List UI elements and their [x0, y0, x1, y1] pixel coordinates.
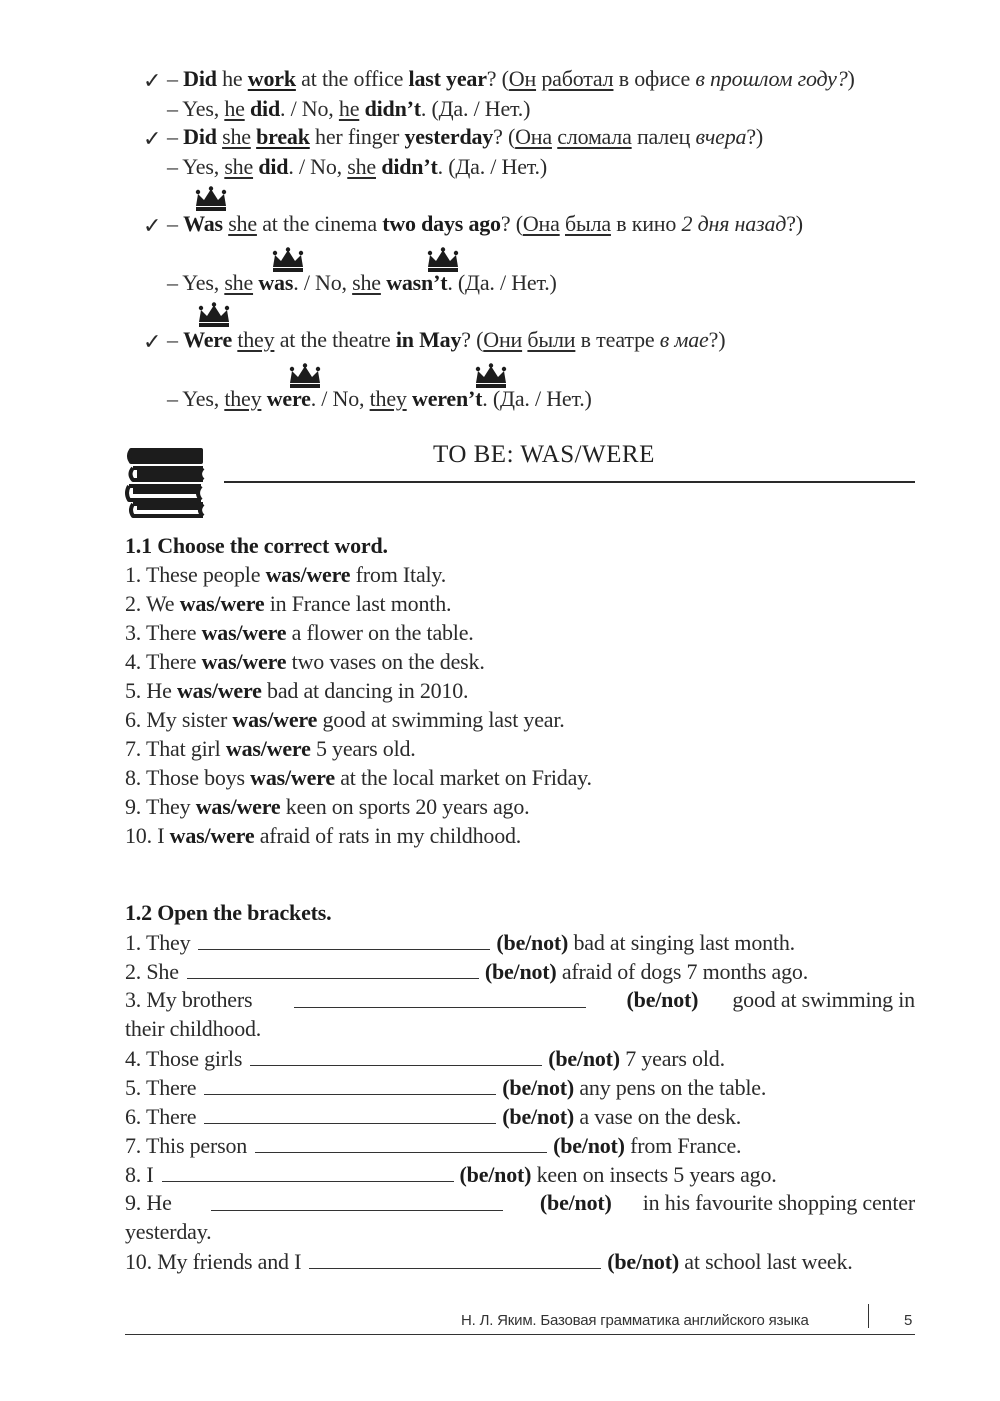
example-3-answer: – Yes, she was. / No, she wasn’t. (Да. / Нет.) — [167, 270, 557, 295]
list-item: 2. She (be/not) afraid of dogs 7 months ago. — [125, 959, 808, 984]
check-mark: ✓ — [143, 329, 162, 354]
list-item: 4. There was/were two vases on the desk. — [125, 649, 485, 674]
check-mark: ✓ — [143, 68, 162, 93]
list-item: 10. My friends and I (be/not) at school last week. — [125, 1249, 853, 1274]
answer-blank[interactable] — [198, 929, 490, 950]
example-2-question: – Did she break her finger yesterday? (Она сломала палец вчера?) — [167, 124, 764, 149]
footer-separator — [868, 1304, 869, 1328]
answer-blank[interactable] — [255, 1132, 547, 1153]
answer-blank[interactable] — [187, 958, 479, 979]
answer-blank[interactable] — [204, 1103, 496, 1124]
list-item: 10. I was/were afraid of rats in my childhood. — [125, 823, 522, 848]
list-item: 6. There (be/not) a vase on the desk. — [125, 1104, 742, 1129]
list-item: 9. He (be/not) in his favourite shopping center — [125, 1190, 915, 1215]
example-1-question: – Did he work at the office last year? (Он работал в офисе в прошлом году?) — [167, 66, 855, 91]
list-item: 8. Those boys was/were at the local market on Friday. — [125, 765, 592, 790]
answer-blank[interactable] — [294, 987, 586, 1008]
example-2-answer: – Yes, she did. / No, she didn’t. (Да. / Нет.) — [167, 154, 547, 179]
footer-rule — [125, 1334, 915, 1335]
list-item: 2. We was/were in France last month. — [125, 591, 452, 616]
crown-icon — [194, 186, 228, 212]
exercise-1-1-title: 1.1 Choose the correct word. — [125, 533, 388, 558]
list-item-continued: yesterday. — [125, 1219, 212, 1244]
page-number: 5 — [904, 1312, 913, 1329]
list-item: 5. There (be/not) any pens on the table. — [125, 1075, 767, 1100]
answer-blank[interactable] — [204, 1074, 496, 1095]
list-item: 9. They was/were keen on sports 20 years ago. — [125, 794, 530, 819]
list-item: 7. This person (be/not) from France. — [125, 1133, 742, 1158]
answer-blank[interactable] — [250, 1045, 542, 1066]
list-item: 5. He was/were bad at dancing in 2010. — [125, 678, 469, 703]
list-item: 8. I (be/not) keen on insects 5 years ago. — [125, 1162, 777, 1187]
section-title: TO BE: WAS/WERE — [433, 441, 655, 468]
crown-icon — [197, 302, 231, 328]
exercise-1-2-title: 1.2 Open the brackets. — [125, 900, 332, 925]
list-item: 3. There was/were a flower on the table. — [125, 620, 474, 645]
list-item: 6. My sister was/were good at swimming last year. — [125, 707, 565, 732]
example-1-answer: – Yes, he did. / No, he didn’t. (Да. / Нет.) — [167, 96, 531, 121]
example-4-question: – Were they at the theatre in May? (Они были в театре в мае?) — [167, 327, 726, 352]
check-mark: ✓ — [143, 126, 162, 151]
list-item: 1. These people was/were from Italy. — [125, 562, 447, 587]
check-mark: ✓ — [143, 213, 162, 238]
list-item-continued: their childhood. — [125, 1016, 262, 1041]
answer-blank[interactable] — [211, 1190, 503, 1211]
example-3-question: – Was she at the cinema two days ago? (Она была в кино 2 дня назад?) — [167, 211, 803, 236]
books-icon — [123, 440, 209, 518]
heading-rule — [224, 481, 915, 483]
list-item: 3. My brothers (be/not) good at swimming in — [125, 987, 915, 1012]
example-4-answer: – Yes, they were. / No, they weren’t. (Да. / Нет.) — [167, 386, 592, 411]
list-item: 4. Those girls (be/not) 7 years old. — [125, 1046, 725, 1071]
answer-blank[interactable] — [162, 1161, 454, 1182]
list-item: 1. They (be/not) bad at singing last month. — [125, 930, 795, 955]
list-item: 7. That girl was/were 5 years old. — [125, 736, 416, 761]
answer-blank[interactable] — [309, 1248, 601, 1269]
footer-book-title: Н. Л. Яким. Базовая грамматика английского языка — [461, 1312, 809, 1329]
